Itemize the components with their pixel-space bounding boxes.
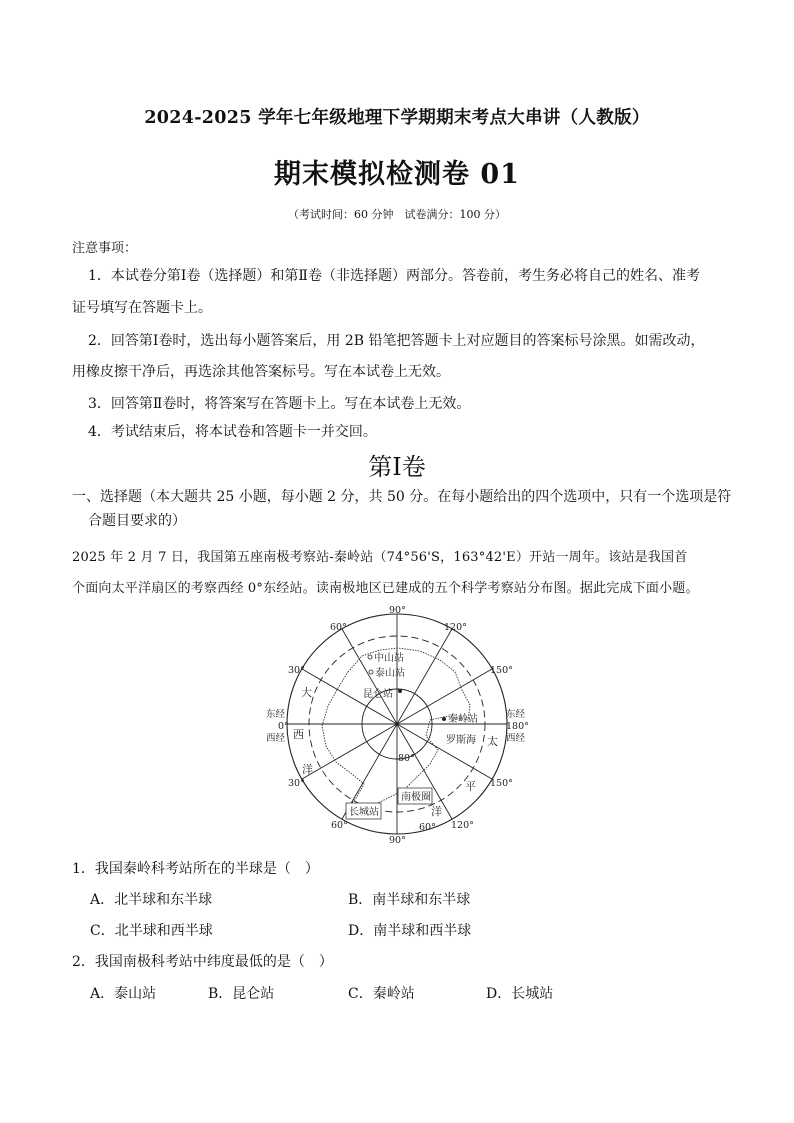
label-left-zero: 0° <box>278 721 289 732</box>
exam-info: （考试时间：60 分钟 试卷满分：100 分） <box>288 208 506 221</box>
label-kunlun-station: 昆仑站 <box>363 689 393 700</box>
label-bottom-90: 90° <box>389 835 406 846</box>
label-qinling-station: 秦岭站 <box>448 714 478 725</box>
label-right-east: 东经 <box>506 709 526 720</box>
label-zhongshan-station: 中山站 <box>374 653 404 664</box>
label-south-pole: 南极圈 <box>401 792 431 803</box>
label-left-east: 东经 <box>266 709 286 720</box>
label-atlantic-da: 大 <box>301 686 312 699</box>
note-2-line-2: 用橡皮擦干净后，再选涂其他答案标号。写在本试卷上无效。 <box>72 364 450 380</box>
label-lat-80: 80° <box>398 753 415 764</box>
section-heading-line-1: 一、选择题（本大题共 25 小题，每小题 2 分，共 50 分。在每小题给出的四个选项中，只有一个选项是符 <box>72 489 732 505</box>
label-atlantic-yang: 洋 <box>302 763 313 776</box>
series-title: 2024-2025 学年七年级地理下学期期末考点大串讲（人教版） <box>144 108 650 128</box>
part-title: 第Ⅰ卷 <box>368 453 426 481</box>
label-left-west: 西经 <box>266 733 286 744</box>
question-1-option-b: B．南半球和东半球 <box>348 892 471 908</box>
antarctic-station-map <box>250 600 550 850</box>
label-lower-left-60: 60° <box>331 820 348 831</box>
note-1-line-2: 证号填写在答题卡上。 <box>72 300 212 316</box>
question-1-stem: 1．我国秦岭科考站所在的半球是（ ） <box>72 861 319 877</box>
note-1-line-1: 1．本试卷分第Ⅰ卷（选择题）和第Ⅱ卷（非选择题）两部分。答卷前，考生务必将自己的姓名、准考 <box>88 268 700 284</box>
label-right-180: 180° <box>506 721 529 732</box>
label-pacific-yang: 洋 <box>431 805 442 818</box>
question-2-stem: 2．我国南极科考站中纬度最低的是（ ） <box>72 954 333 970</box>
note-4: 4．考试结束后，将本试卷和答题卡一并交回。 <box>88 424 377 440</box>
exam-title: 期末模拟检测卷 01 <box>274 159 520 190</box>
zhongshan-station-marker <box>368 655 372 659</box>
question-1-option-a: A．北半球和东半球 <box>90 892 213 908</box>
label-changcheng-station: 长城站 <box>349 807 379 818</box>
question-1-option-c: C．北半球和西半球 <box>90 923 213 939</box>
label-pacific-ping: 平 <box>465 780 476 793</box>
question-1-option-d: D．南半球和西半球 <box>348 923 472 939</box>
label-left-upper-30: 30° <box>288 665 305 676</box>
note-2-line-1: 2．回答第Ⅰ卷时，选出每小题答案后，用 2B 铅笔把答题卡上对应题目的答案标号涂黑。如需改动， <box>88 333 705 349</box>
label-right-upper-150: 150° <box>490 665 513 676</box>
context-line-2: 个面向太平洋扇区的考察西经 0°东经站。读南极地区已建成的五个科学考察站分布图。据此完成下面小题。 <box>72 581 699 596</box>
label-left-lower-30: 30° <box>288 778 305 789</box>
question-2-option-a: A．泰山站 <box>90 986 157 1002</box>
label-taishan-station: 泰山站 <box>375 668 405 679</box>
section-heading <box>72 485 732 533</box>
qinling-station-marker <box>442 717 446 721</box>
label-pacific-tai: 太 <box>487 735 498 748</box>
label-right-west: 西经 <box>506 733 526 744</box>
label-upper-left-60: 60° <box>330 622 347 633</box>
section-heading-line-2: 合题目要求的） <box>88 513 186 529</box>
label-top-90: 90° <box>389 605 406 616</box>
question-2-option-d: D．长城站 <box>486 986 554 1002</box>
kunlun-station-marker <box>398 689 402 693</box>
context-line-1: 2025 年 2 月 7 日，我国第五座南极考察站-秦岭站（74°56'S，163°42'E）开站一周年。该站是我国首 <box>72 550 688 565</box>
label-upper-right-120: 120° <box>444 622 467 633</box>
question-2-option-b: B．昆仑站 <box>208 986 275 1002</box>
label-ross-sea: 罗斯海 <box>446 735 476 746</box>
label-atlantic-xi: 西 <box>293 728 304 741</box>
note-3: 3．回答第Ⅱ卷时，将答案写在答题卡上。写在本试卷上无效。 <box>88 396 471 412</box>
taishan-station-marker <box>369 670 373 674</box>
notes-label: 注意事项： <box>72 241 138 256</box>
label-right-lower-150: 150° <box>490 778 513 789</box>
label-lower-right-120: 120° <box>451 820 474 831</box>
label-lower-60: 60° <box>419 822 436 833</box>
question-2-option-c: C．秦岭站 <box>348 986 415 1002</box>
